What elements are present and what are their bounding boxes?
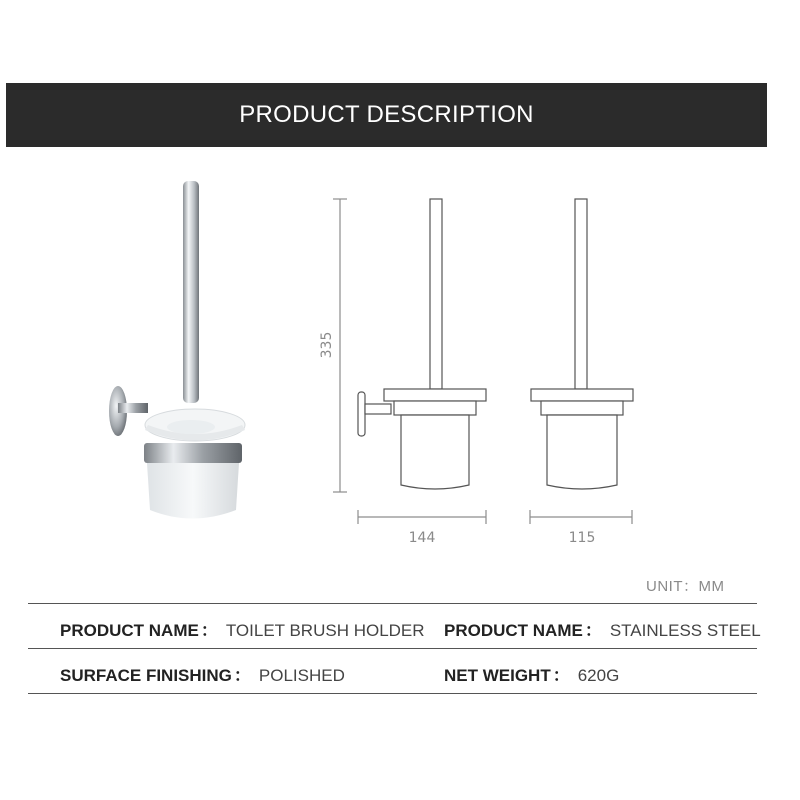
header-banner xyxy=(6,83,767,147)
spec-separator: ： xyxy=(233,666,251,685)
unit-note xyxy=(646,575,725,596)
technical-drawing xyxy=(300,185,660,555)
spec-surface-finishing xyxy=(60,661,345,686)
spec-product-name xyxy=(60,616,425,641)
unit-label: UNIT： xyxy=(646,578,699,595)
spec-separator: ： xyxy=(552,666,570,685)
divider-middle xyxy=(28,648,757,649)
spec-separator: ： xyxy=(584,621,602,640)
unit-value: MM xyxy=(698,578,725,595)
spec-net-weight xyxy=(444,661,619,686)
spec-label: SURFACE FINISHING xyxy=(60,666,232,685)
product-photo xyxy=(100,175,260,535)
side-width-dimension-label: 144 xyxy=(408,530,436,546)
spec-value: TOILET BRUSH HOLDER xyxy=(225,621,425,640)
spec-separator: ： xyxy=(200,621,218,640)
spec-value: STAINLESS STEEL xyxy=(609,621,761,640)
page-title: PRODUCT DESCRIPTION xyxy=(239,101,534,128)
side-view xyxy=(358,199,486,489)
spec-value: 620G xyxy=(577,666,620,685)
spec-label: PRODUCT NAME xyxy=(444,621,583,640)
divider-top xyxy=(28,603,757,604)
height-dimension-label: 335 xyxy=(319,331,335,359)
front-width-dimension-label: 115 xyxy=(568,530,596,546)
spec-value: POLISHED xyxy=(258,666,345,685)
front-view xyxy=(531,199,633,489)
divider-bottom xyxy=(28,693,757,694)
spec-label: NET WEIGHT xyxy=(444,666,551,685)
spec-material xyxy=(444,616,761,641)
spec-label: PRODUCT NAME xyxy=(60,621,199,640)
